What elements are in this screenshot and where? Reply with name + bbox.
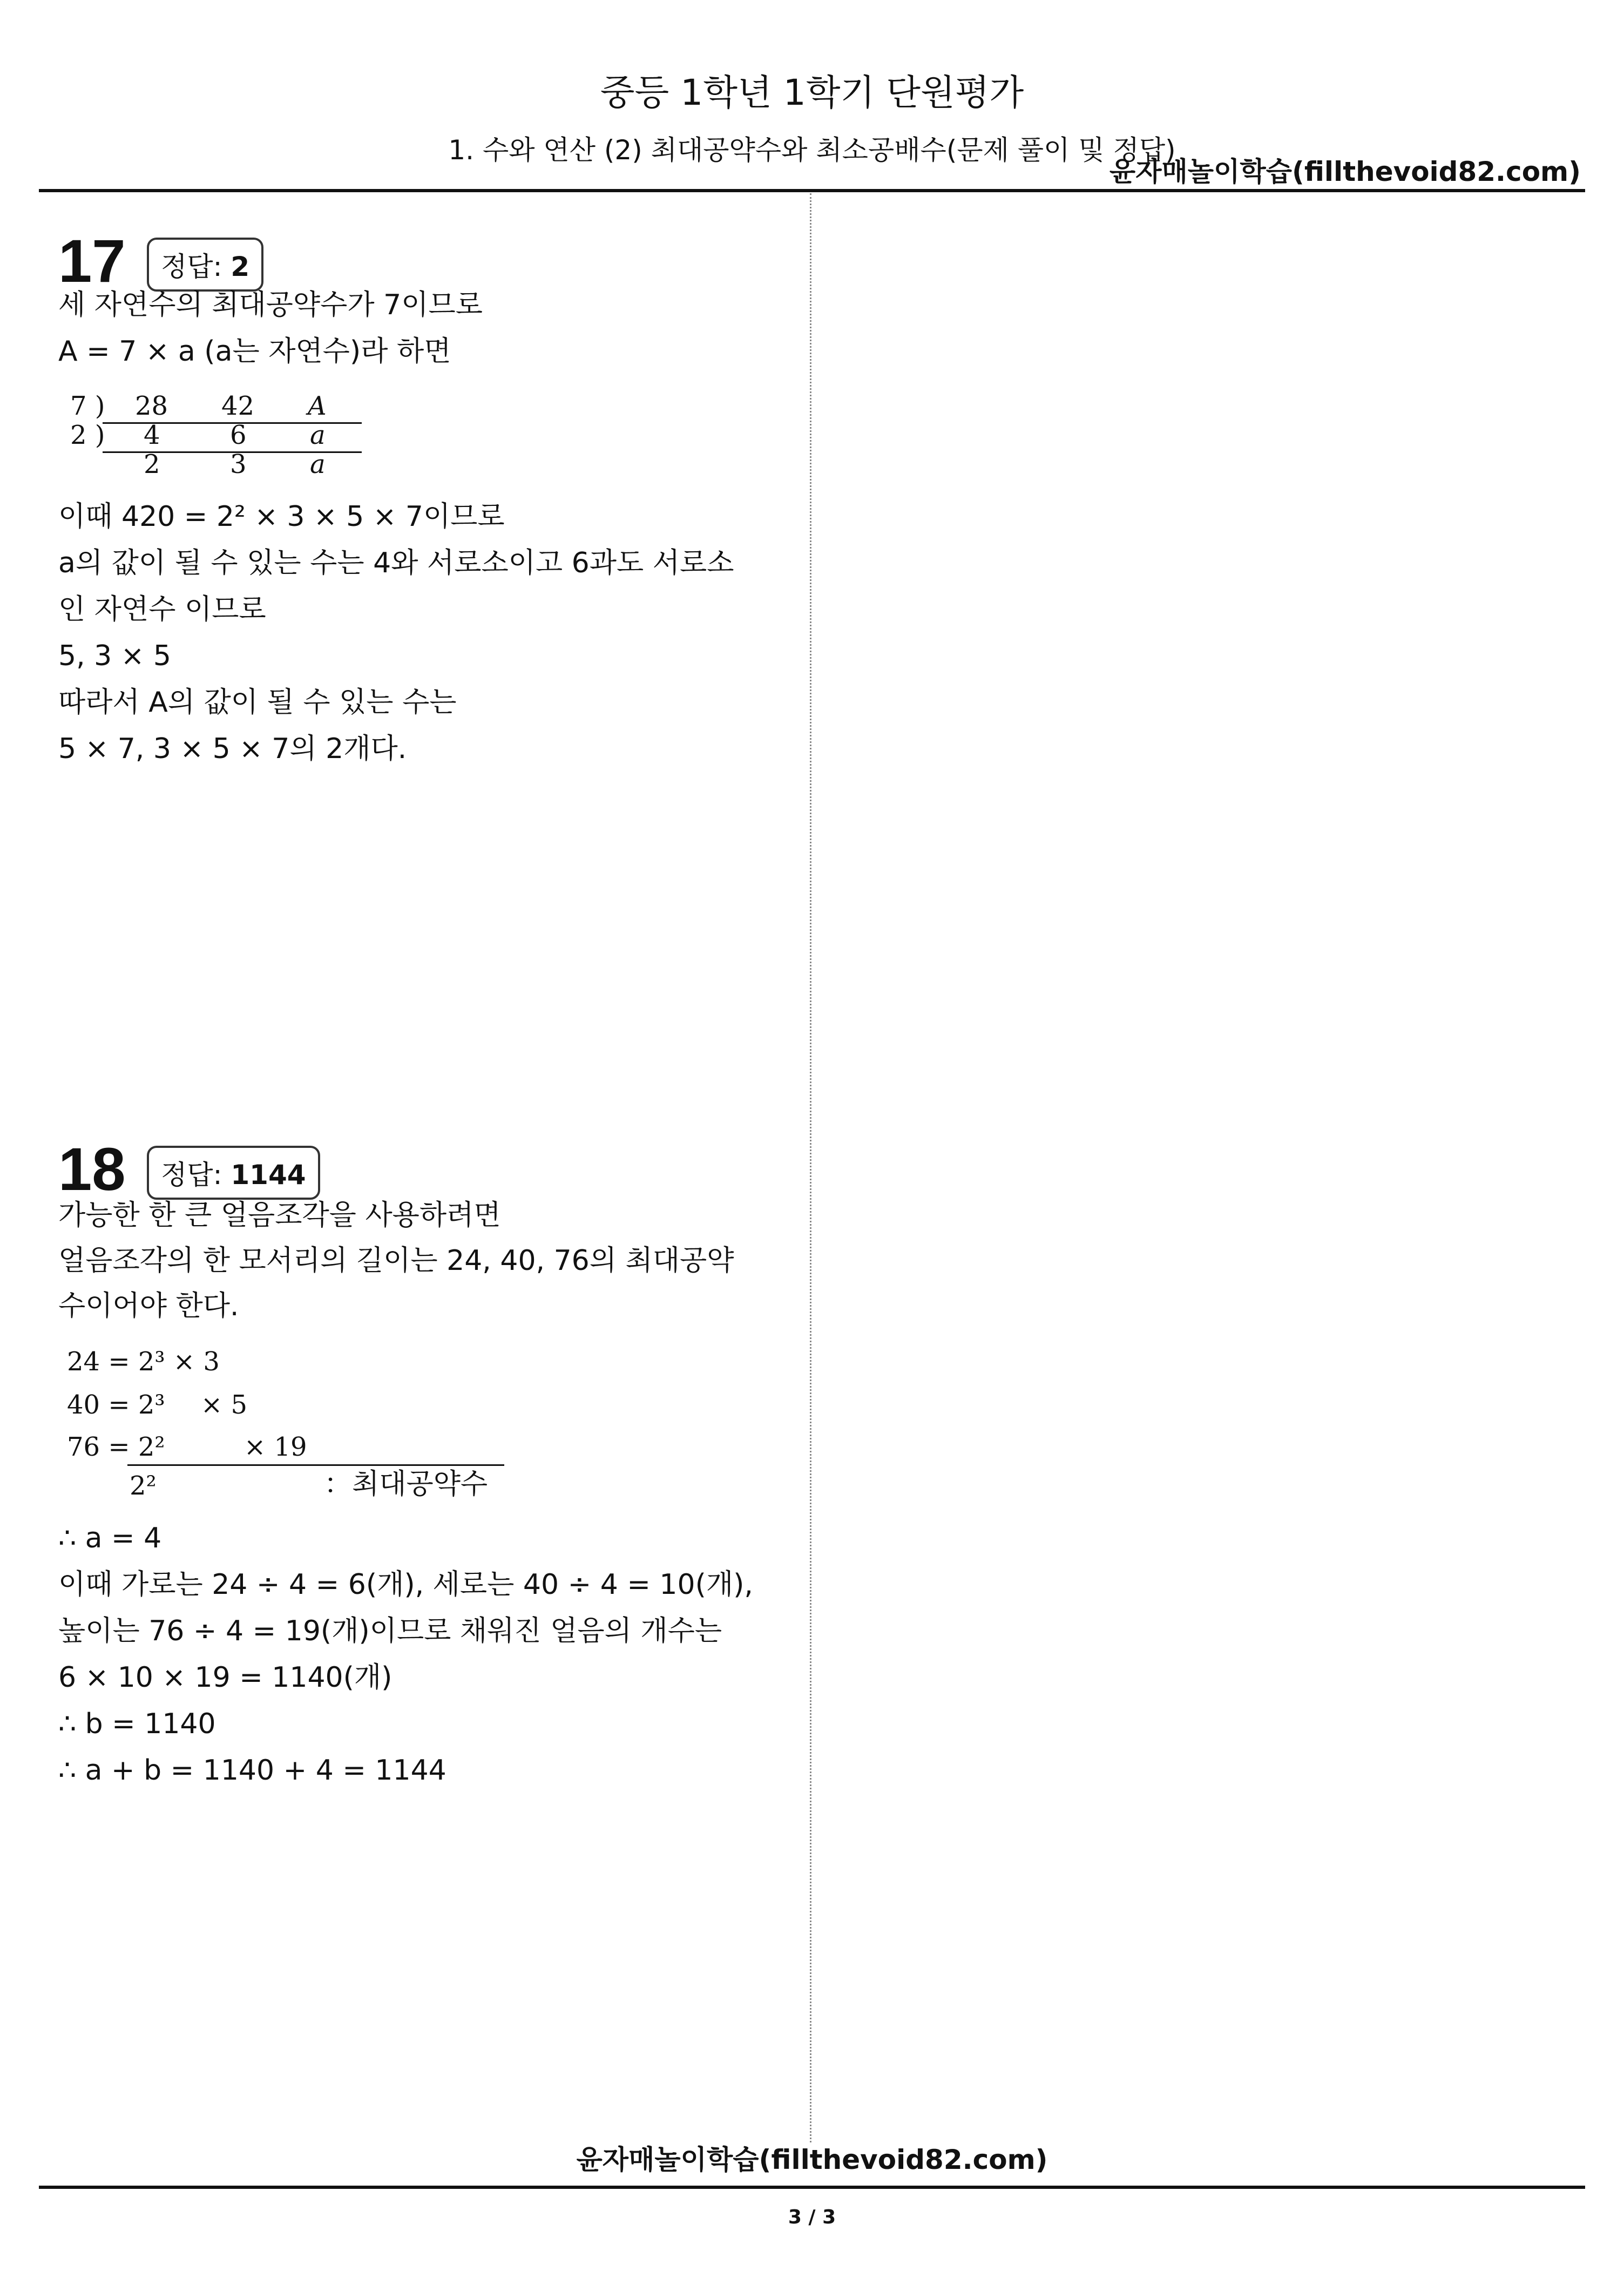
q17-division-cell: a <box>310 420 326 450</box>
page-title: 중등 1학년 1학기 단원평가 <box>600 72 1024 113</box>
q18-line-3: 수이어야 한다. <box>58 1290 239 1322</box>
q17-line-4: a의 값이 될 수 있는 수는 4와 서로소이고 6과도 서로소 <box>58 547 734 579</box>
q17-division-cell: A <box>308 391 327 421</box>
q18-factor-gcd: 2² <box>130 1471 157 1501</box>
q18-line-9: ∴ a + b = 1140 + 4 = 1144 <box>58 1754 446 1787</box>
q17-division-cell: 42 <box>221 391 255 421</box>
q17-division-cell: 4 <box>144 420 160 450</box>
q18-factor-row: × 19 <box>244 1432 307 1462</box>
q17-division-cell: 3 <box>230 449 247 479</box>
q18-line-5: 이때 가로는 24 ÷ 4 = 6(개), 세로는 40 ÷ 4 = 10(개), <box>58 1568 753 1601</box>
q17-line-5: 인 자연수 이므로 <box>58 593 266 626</box>
q17-line-2: A = 7 × a (a는 자연수)라 하면 <box>58 335 451 368</box>
q17-line-8: 5 × 7, 3 × 5 × 7의 2개다. <box>58 733 407 765</box>
q18-line-4: ∴ a = 4 <box>58 1522 162 1554</box>
q18-line-6: 높이는 76 ÷ 4 = 19(개)이므로 채워진 얼음의 개수는 <box>58 1615 722 1647</box>
answer-value: 2 <box>231 251 250 282</box>
q17-division-cell: 28 <box>135 391 168 421</box>
q18-factor-row: 40 = 2³ <box>67 1390 165 1420</box>
question-17-answer-box <box>147 238 263 292</box>
q17-division-divisor-1: 7 ) <box>70 391 105 421</box>
column-divider <box>810 193 811 2142</box>
q18-line-7: 6 × 10 × 19 = 1140(개) <box>58 1661 393 1694</box>
q18-line-1: 가능한 한 큰 얼음조각을 사용하려면 <box>58 1199 501 1232</box>
question-18-number: 18 <box>58 1135 126 1203</box>
q17-line-6: 5, 3 × 5 <box>58 640 171 672</box>
footer-brand: 윤자매놀이학습(fillthevoid82.com) <box>576 2144 1048 2175</box>
q18-factor-row: 24 = 2³ × 3 <box>67 1347 220 1377</box>
answer-label: 정답: <box>161 1159 222 1191</box>
q18-line-8: ∴ b = 1140 <box>58 1708 216 1740</box>
q17-line-7: 따라서 A의 값이 될 수 있는 수는 <box>58 686 457 719</box>
footer-rule <box>39 2186 1585 2189</box>
answer-value: 1144 <box>231 1159 306 1191</box>
page-number: 3 / 3 <box>788 2206 836 2228</box>
q17-line-1: 세 자연수의 최대공약수가 7이므로 <box>58 289 483 321</box>
question-18-answer-box <box>147 1146 320 1200</box>
q18-factor-gcd-label: ：최대공약수 <box>324 1468 488 1500</box>
q18-factor-row: × 5 <box>201 1390 248 1420</box>
q17-division-cell: 6 <box>230 420 247 450</box>
q18-factor-row: 76 = 2² <box>67 1432 165 1462</box>
q17-division-cell: 2 <box>144 449 160 479</box>
question-17-number: 17 <box>58 227 126 295</box>
answer-label: 정답: <box>161 251 222 282</box>
q17-line-3: 이때 420 = 2² × 3 × 5 × 7이므로 <box>58 501 505 533</box>
q17-division-cell: a <box>310 449 326 479</box>
factor-line <box>127 1464 504 1466</box>
q18-line-2: 얼음조각의 한 모서리의 길이는 24, 40, 76의 최대공약 <box>58 1245 734 1277</box>
header-brand: 윤자매놀이학습(fillthevoid82.com) <box>1109 156 1581 187</box>
page-subtitle: 1. 수와 연산 (2) 최대공약수와 최소공배수(문제 풀이 및 정답) <box>448 134 1176 166</box>
header-rule <box>39 189 1585 192</box>
q17-division-divisor-2: 2 ) <box>70 420 105 450</box>
